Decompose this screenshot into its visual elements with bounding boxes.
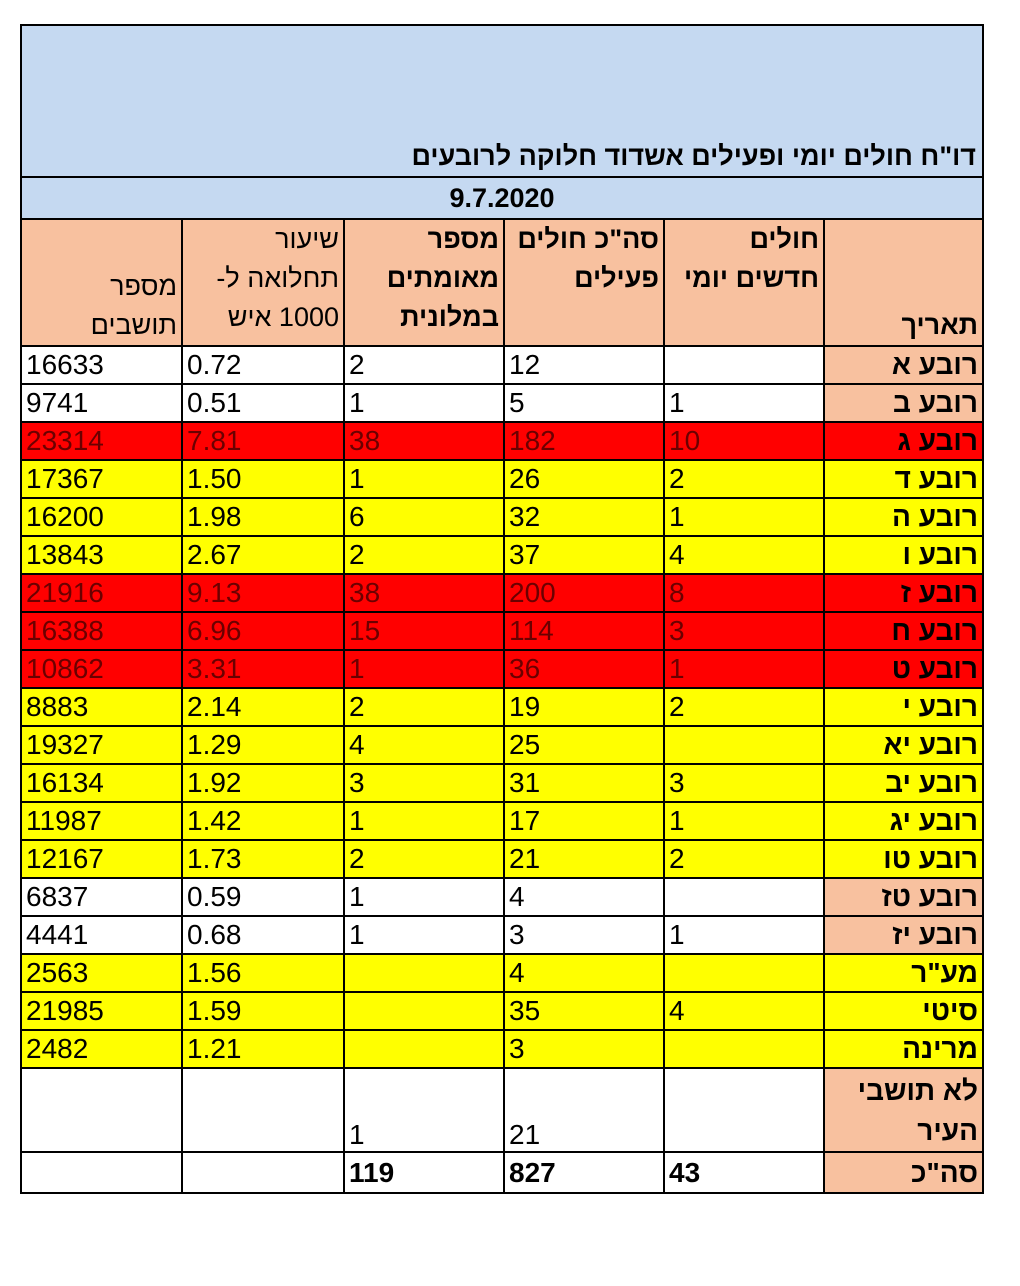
cell-rate: 3.31 xyxy=(182,650,344,688)
column-header-row xyxy=(22,220,982,346)
table-row xyxy=(22,574,982,612)
district-name: רובע ד xyxy=(824,460,982,498)
cell-new: 4 xyxy=(664,536,824,574)
table-row xyxy=(22,460,982,498)
cell-new: 2 xyxy=(664,688,824,726)
district-name: רובע ו xyxy=(824,536,982,574)
cell-active: 35 xyxy=(504,992,664,1030)
cell-active: 25 xyxy=(504,726,664,764)
cell-active: 200 xyxy=(504,574,664,612)
cell-residents: 2482 xyxy=(22,1030,182,1068)
cell-residents: 2563 xyxy=(22,954,182,992)
table-row xyxy=(22,346,982,384)
cell-active: 37 xyxy=(504,536,664,574)
district-name: רובע א xyxy=(824,346,982,384)
cell-hotel: 3 xyxy=(344,764,504,802)
cell-rate: 2.67 xyxy=(182,536,344,574)
cell-active: 36 xyxy=(504,650,664,688)
cell-new: 3 xyxy=(664,612,824,650)
cell-active: 3 xyxy=(504,1030,664,1068)
district-name: סיטי xyxy=(824,992,982,1030)
report-date: 9.7.2020 xyxy=(22,178,982,220)
cell-hotel: 38 xyxy=(344,422,504,460)
cell-residents: 17367 xyxy=(22,460,182,498)
district-name: רובע ב xyxy=(824,384,982,422)
cell-active: 17 xyxy=(504,802,664,840)
district-name: רובע ז xyxy=(824,574,982,612)
cell-active: 21 xyxy=(504,840,664,878)
districts-table xyxy=(22,220,982,1192)
header-hotel-confirmed: מספר מאומתים במלונית xyxy=(344,220,504,346)
cell-active: 4 xyxy=(504,954,664,992)
cell-rate: 1.73 xyxy=(182,840,344,878)
table-row xyxy=(22,726,982,764)
cell-residents xyxy=(22,1068,182,1152)
cell-new: 1 xyxy=(664,384,824,422)
cell-rate: 6.96 xyxy=(182,612,344,650)
cell-hotel: 1 xyxy=(344,1068,504,1152)
cell-active: 21 xyxy=(504,1068,664,1152)
cell-active: 827 xyxy=(504,1152,664,1192)
cell-residents: 16200 xyxy=(22,498,182,536)
cell-hotel: 38 xyxy=(344,574,504,612)
table-row xyxy=(22,1030,982,1068)
cell-rate: 0.59 xyxy=(182,878,344,916)
cell-new xyxy=(664,1030,824,1068)
table-row xyxy=(22,954,982,992)
cell-hotel: 2 xyxy=(344,840,504,878)
header-date: תאריך xyxy=(824,220,982,346)
table-row xyxy=(22,688,982,726)
cell-hotel: 6 xyxy=(344,498,504,536)
cell-residents: 11987 xyxy=(22,802,182,840)
cell-residents: 10862 xyxy=(22,650,182,688)
cell-rate: 1.29 xyxy=(182,726,344,764)
cell-rate: 0.68 xyxy=(182,916,344,954)
cell-residents: 16134 xyxy=(22,764,182,802)
cell-new: 3 xyxy=(664,764,824,802)
cell-active: 182 xyxy=(504,422,664,460)
cell-active: 32 xyxy=(504,498,664,536)
cell-rate: 1.59 xyxy=(182,992,344,1030)
cell-hotel xyxy=(344,992,504,1030)
cell-hotel: 1 xyxy=(344,650,504,688)
cell-new: 1 xyxy=(664,650,824,688)
cell-residents: 13843 xyxy=(22,536,182,574)
table-row xyxy=(22,422,982,460)
cell-hotel: 2 xyxy=(344,688,504,726)
cell-new xyxy=(664,726,824,764)
cell-new: 2 xyxy=(664,460,824,498)
cell-hotel: 2 xyxy=(344,536,504,574)
cell-active: 26 xyxy=(504,460,664,498)
district-name: רובע יג xyxy=(824,802,982,840)
cell-hotel xyxy=(344,1030,504,1068)
cell-rate: 1.56 xyxy=(182,954,344,992)
cell-new: 10 xyxy=(664,422,824,460)
cell-rate xyxy=(182,1068,344,1152)
district-name: רובע טז xyxy=(824,878,982,916)
cell-hotel: 4 xyxy=(344,726,504,764)
cell-rate: 1.92 xyxy=(182,764,344,802)
cell-residents: 21985 xyxy=(22,992,182,1030)
cell-rate: 1.98 xyxy=(182,498,344,536)
cell-active: 31 xyxy=(504,764,664,802)
cell-new xyxy=(664,954,824,992)
table-row xyxy=(22,384,982,422)
header-new-daily: חולים חדשים יומי xyxy=(664,220,824,346)
cell-hotel: 1 xyxy=(344,878,504,916)
cell-new: 2 xyxy=(664,840,824,878)
cell-rate xyxy=(182,1152,344,1192)
cell-rate: 0.51 xyxy=(182,384,344,422)
cell-new: 1 xyxy=(664,916,824,954)
district-name: סה"כ xyxy=(824,1152,982,1192)
cell-residents xyxy=(22,1152,182,1192)
district-name: רובע י xyxy=(824,688,982,726)
cell-new: 4 xyxy=(664,992,824,1030)
title-row xyxy=(22,26,982,178)
district-name: רובע ג xyxy=(824,422,982,460)
cell-rate: 9.13 xyxy=(182,574,344,612)
cell-hotel: 1 xyxy=(344,802,504,840)
cell-active: 5 xyxy=(504,384,664,422)
cell-residents: 8883 xyxy=(22,688,182,726)
table-row xyxy=(22,878,982,916)
cell-new: 1 xyxy=(664,802,824,840)
cell-rate: 7.81 xyxy=(182,422,344,460)
header-residents: מספר תושבים xyxy=(22,220,182,346)
header-infection-rate: שיעור תחלואה ל- 1000 איש xyxy=(182,220,344,346)
cell-residents: 21916 xyxy=(22,574,182,612)
table-row xyxy=(22,612,982,650)
district-name: לא תושבי העיר xyxy=(824,1068,982,1152)
cell-hotel: 119 xyxy=(344,1152,504,1192)
cell-hotel xyxy=(344,954,504,992)
cell-residents: 16633 xyxy=(22,346,182,384)
cell-hotel: 1 xyxy=(344,460,504,498)
table-row xyxy=(22,916,982,954)
table-row xyxy=(22,802,982,840)
cell-active: 12 xyxy=(504,346,664,384)
cell-hotel: 1 xyxy=(344,384,504,422)
header-total-active: סה"כ חולים פעילים xyxy=(504,220,664,346)
cell-new xyxy=(664,878,824,916)
cell-new: 8 xyxy=(664,574,824,612)
cell-hotel: 2 xyxy=(344,346,504,384)
district-name: רובע ט xyxy=(824,650,982,688)
district-name: רובע ה xyxy=(824,498,982,536)
report-sheet xyxy=(20,24,984,1194)
cell-rate: 2.14 xyxy=(182,688,344,726)
table-row xyxy=(22,764,982,802)
district-name: רובע יא xyxy=(824,726,982,764)
cell-residents: 12167 xyxy=(22,840,182,878)
cell-new xyxy=(664,1068,824,1152)
table-row xyxy=(22,498,982,536)
district-name: רובע יב xyxy=(824,764,982,802)
district-name: מע"ר xyxy=(824,954,982,992)
table-row xyxy=(22,650,982,688)
cell-residents: 16388 xyxy=(22,612,182,650)
table-row xyxy=(22,840,982,878)
cell-residents: 4441 xyxy=(22,916,182,954)
district-name: רובע טו xyxy=(824,840,982,878)
table-row xyxy=(22,1152,982,1192)
cell-active: 3 xyxy=(504,916,664,954)
cell-residents: 9741 xyxy=(22,384,182,422)
cell-new: 1 xyxy=(664,498,824,536)
table-body xyxy=(22,346,982,1192)
cell-rate: 0.72 xyxy=(182,346,344,384)
cell-hotel: 1 xyxy=(344,916,504,954)
table-row xyxy=(22,992,982,1030)
table-row xyxy=(22,1068,982,1152)
report-title: דו"ח חולים יומי ופעילים אשדוד חלוקה לרובעים xyxy=(411,141,976,171)
cell-active: 114 xyxy=(504,612,664,650)
district-name: רובע ח xyxy=(824,612,982,650)
table-row xyxy=(22,536,982,574)
cell-active: 19 xyxy=(504,688,664,726)
cell-new: 43 xyxy=(664,1152,824,1192)
cell-rate: 1.42 xyxy=(182,802,344,840)
cell-new xyxy=(664,346,824,384)
cell-active: 4 xyxy=(504,878,664,916)
district-name: רובע יז xyxy=(824,916,982,954)
cell-rate: 1.21 xyxy=(182,1030,344,1068)
district-name: מרינה xyxy=(824,1030,982,1068)
cell-residents: 19327 xyxy=(22,726,182,764)
cell-residents: 23314 xyxy=(22,422,182,460)
cell-hotel: 15 xyxy=(344,612,504,650)
cell-rate: 1.50 xyxy=(182,460,344,498)
cell-residents: 6837 xyxy=(22,878,182,916)
